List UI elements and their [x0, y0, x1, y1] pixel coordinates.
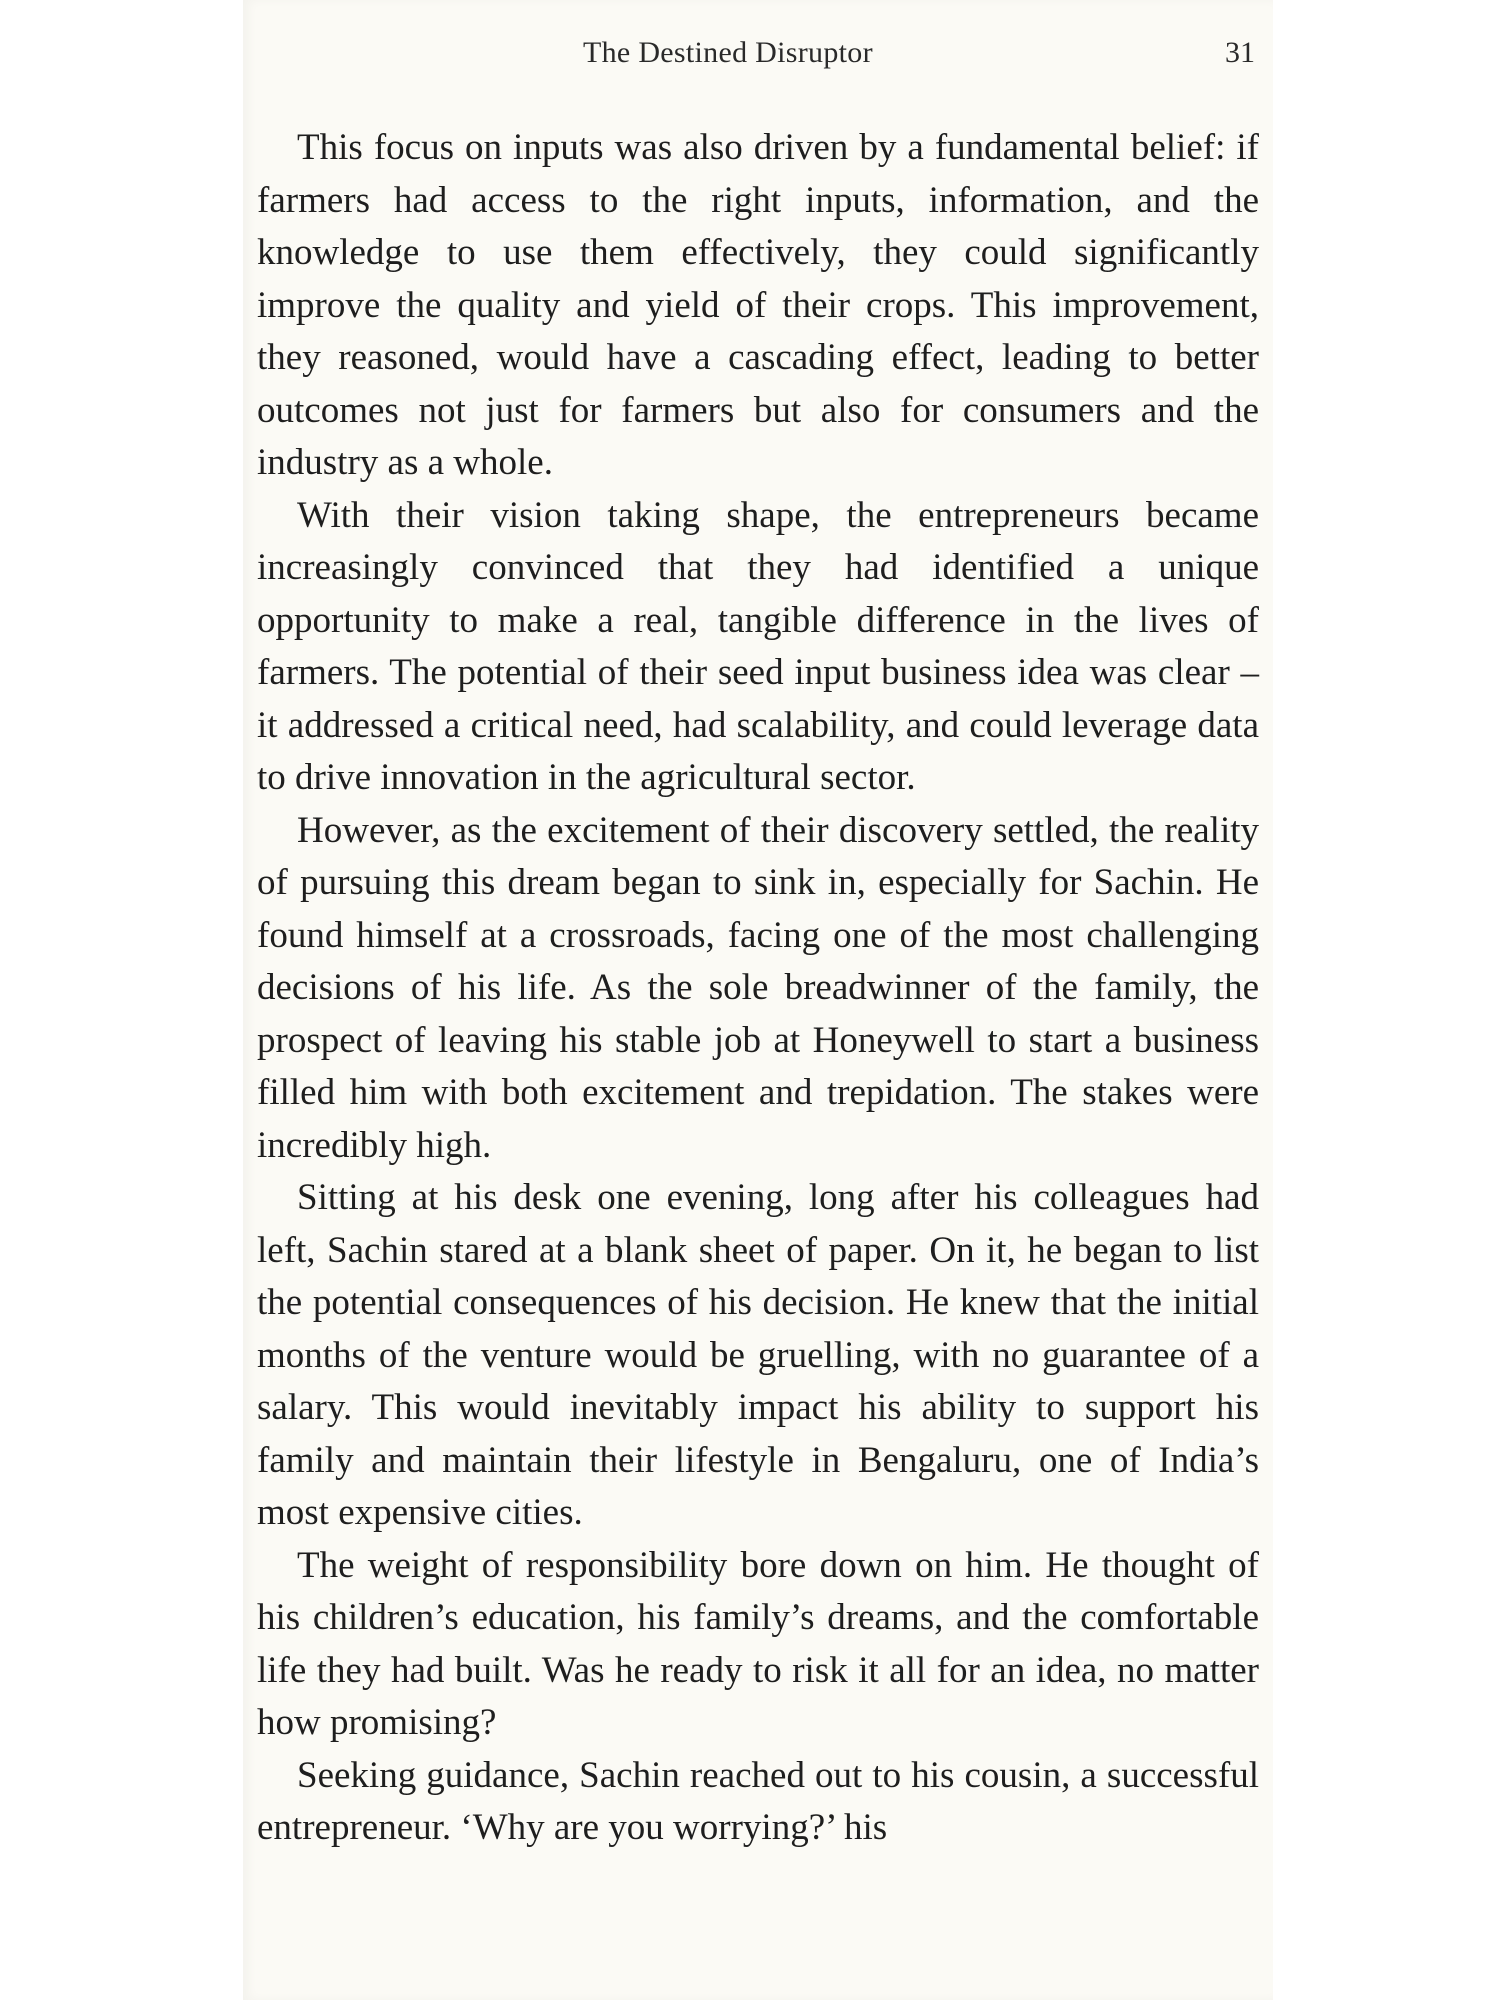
paragraph-2: With their vision taking shape, the entrepreneurs became increasingly convinced that they had identified a unique opportunity to make a real, tangible difference in the lives of farmers. The potential of their seed input business idea was clear – it addressed a critical need, had scalability, and could leverage data to drive innovation in the agricultural sector. [257, 494, 1259, 798]
paragraph-4: Sitting at his desk one evening, long after his colleagues had left, Sachin stared at a blank sheet of paper. On it, he began to list the potential consequences of his decision. He knew that the initial months of the venture would be gruelling, with no guarantee of a salary. This would inevitably impact his ability to support his family and maintain their lifestyle in Bengaluru, one of India’s most expensive cities. [257, 1177, 1259, 1533]
page-number: 31 [1225, 36, 1255, 69]
paragraph-3: However, as the excitement of their discovery settled, the reality of pursuing this dream began to sink in, especially for Sachin. He found himself at a crossroads, facing one of the most challenging decisions of his life. As the sole breadwinner of the family, the prospect of leaving his stable job at Honeywell to start a business filled him with both excitement and trepidation. The stakes were incredibly high. [257, 809, 1259, 1166]
paragraph-1: This focus on inputs was also driven by a fundamental belief: if farmers had access to the right inputs, information, and the knowledge to use them effectively, they could significantly improve the quality and yield of their crops. This improvement, they reasoned, would have a cascading effect, leading to better outcomes not just for farmers but also for consumers and the industry as a whole. [257, 127, 1259, 483]
running-title: The Destined Disruptor [583, 36, 873, 69]
paragraph-6: Seeking guidance, Sachin reached out to his cousin, a successful entrepreneur. ‘Why are you worrying?’ his [257, 1754, 1259, 1848]
paragraph-5: The weight of responsibility bore down on him. He thought of his children’s education, his family’s dreams, and the comfortable life they had built. Was he ready to risk it all for an idea, no matter how promising? [257, 1544, 1259, 1743]
book-page [243, 0, 1273, 2000]
body-text [257, 122, 1259, 1855]
running-head [243, 36, 1273, 80]
